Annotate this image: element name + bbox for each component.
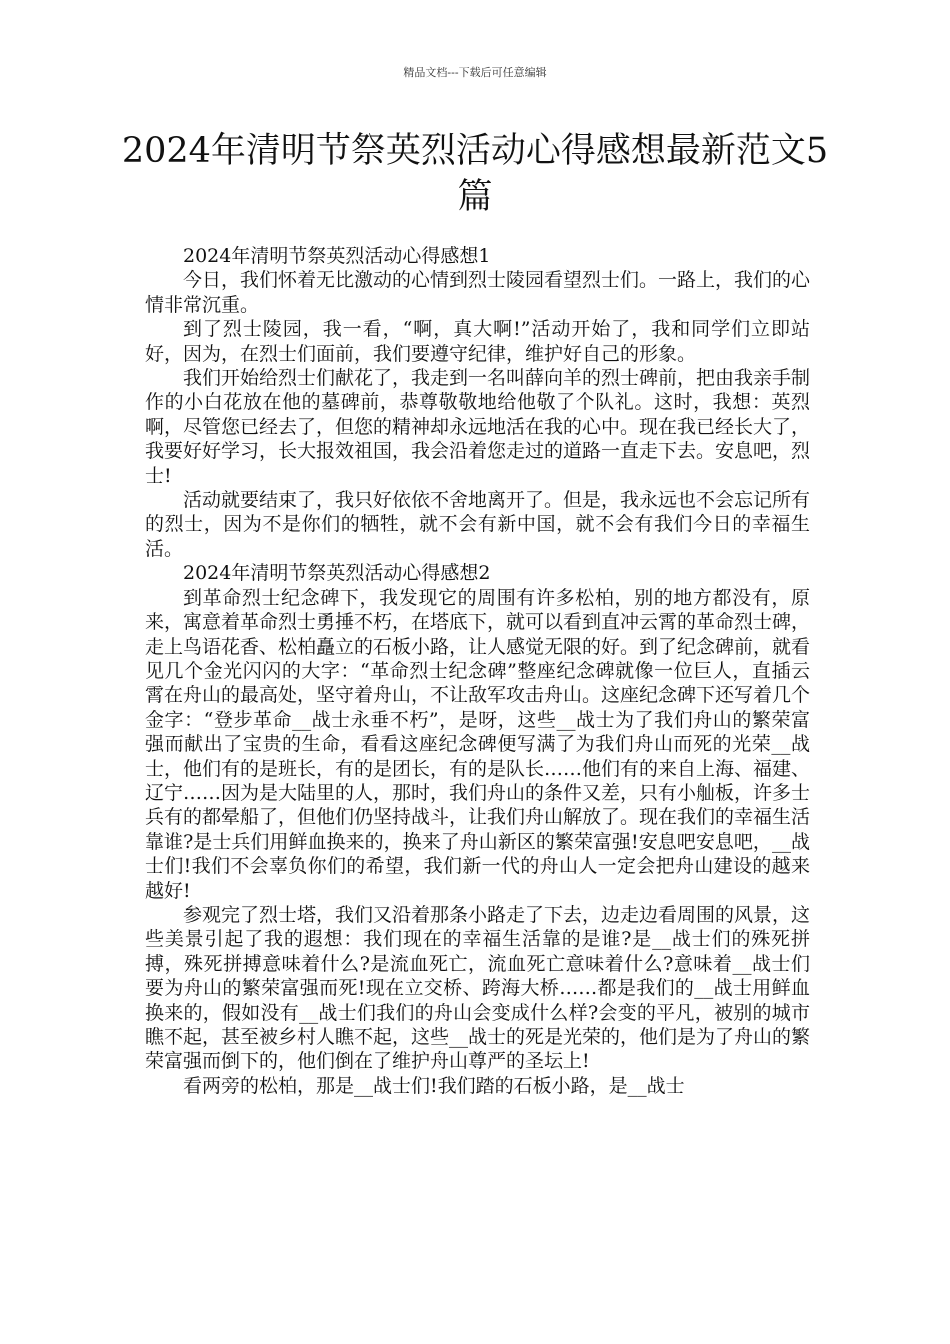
document-title: 2024年清明节祭英烈活动心得感想最新范文5篇: [121, 131, 829, 217]
section-heading: 2024年清明节祭英烈活动心得感想1: [183, 245, 491, 267]
paragraph: 看两旁的松柏，那是__战士们!我们踏的石板小路，是__战士: [183, 1074, 685, 1097]
header-note: 精品文档---下载后可任意编辑: [403, 66, 547, 79]
paragraph: 今日，我们怀着无比激动的心情到烈士陵园看望烈士们。一路上，我们的心情非常沉重。: [145, 269, 811, 316]
section-heading: 2024年清明节祭英烈活动心得感想2: [183, 562, 491, 585]
paragraph: 我们开始给烈士们献花了，我走到一名叫薛向羊的烈士碑前，把由我亲手制作的小白花放在他的墓碑前，恭尊敬敬地给他敬了个队礼。这时，我想：英烈啊，尽管您已经去了，但您的精神却永远地活在我的心中。现在我已经长大了，我要好好学习，长大报效祖国，我会沿着您走过的道路一直走下去。安息吧，烈士!: [145, 367, 811, 487]
paragraph: 参观完了烈士塔，我们又沿着那条小路走了下去，边走边看周围的风景，这些美景引起了我的遐想：我们现在的幸福生活靠的是谁?是__战士们的殊死拼搏，殊死拼搏意味着什么?是流血死亡，流血死亡意味着什么?意味着__战士们要为舟山的繁荣富强而死!现在立交桥、跨海大桥……都是我们的__战士用鲜血换来的，假如没有__战士们我们的舟山会变成什么样?会变的平凡，被别的城市瞧不起，甚至被乡村人瞧不起，这些__战士的死是光荣的，他们是为了舟山的繁荣富强而倒下的，他们倒在了维护舟山尊严的圣坛上!: [145, 903, 811, 1073]
paragraph: 到了烈士陵园，我一看，“啊，真大啊!”活动开始了，我和同学们立即站好，因为，在烈士们面前，我们要遵守纪律，维护好自己的形象。: [145, 318, 810, 365]
paragraph: 到革命烈士纪念碑下，我发现它的周围有许多松柏，别的地方都没有，原来，寓意着革命烈士勇捶不朽，在塔底下，就可以看到直冲云霄的革命烈士碑，走上鸟语花香、松柏矗立的石板小路，让人感觉无限的好。到了纪念碑前，就看见几个金光闪闪的大字：“革命烈士纪念碑”整座纪念碑就像一位巨人，直插云霄在舟山的最高处，坚守着舟山，不让敌军攻击舟山。这座纪念碑下还写着几个金字：“登步革命__战士永垂不朽”，是呀，这些__战士为了我们舟山的繁荣富强而献出了宝贵的生命，看看这座纪念碑便写满了为我们舟山而死的光荣__战士，他们有的是班长，有的是团长，有的是队长……他们有的来自上海、福建、辽宁……因为是大陆里的人，那时，我们舟山的条件又差，只有小舢板，许多士兵有的都晕船了，但他们仍坚持战斗，让我们舟山解放了。现在我们的幸福生活靠谁?是士兵们用鲜血换来的，换来了舟山新区的繁荣富强!安息吧安息吧，__战士们!我们不会辜负你们的希望，我们新一代的舟山人一定会把舟山建设的越来越好!: [145, 586, 811, 902]
document-body: [145, 244, 810, 1098]
paragraph: 活动就要结束了，我只好依依不舍地离开了。但是，我永远也不会忘记所有的烈士，因为不是你们的牺牲，就不会有新中国，就不会有我们今日的幸福生活。: [145, 489, 811, 560]
page-header: [0, 64, 950, 80]
